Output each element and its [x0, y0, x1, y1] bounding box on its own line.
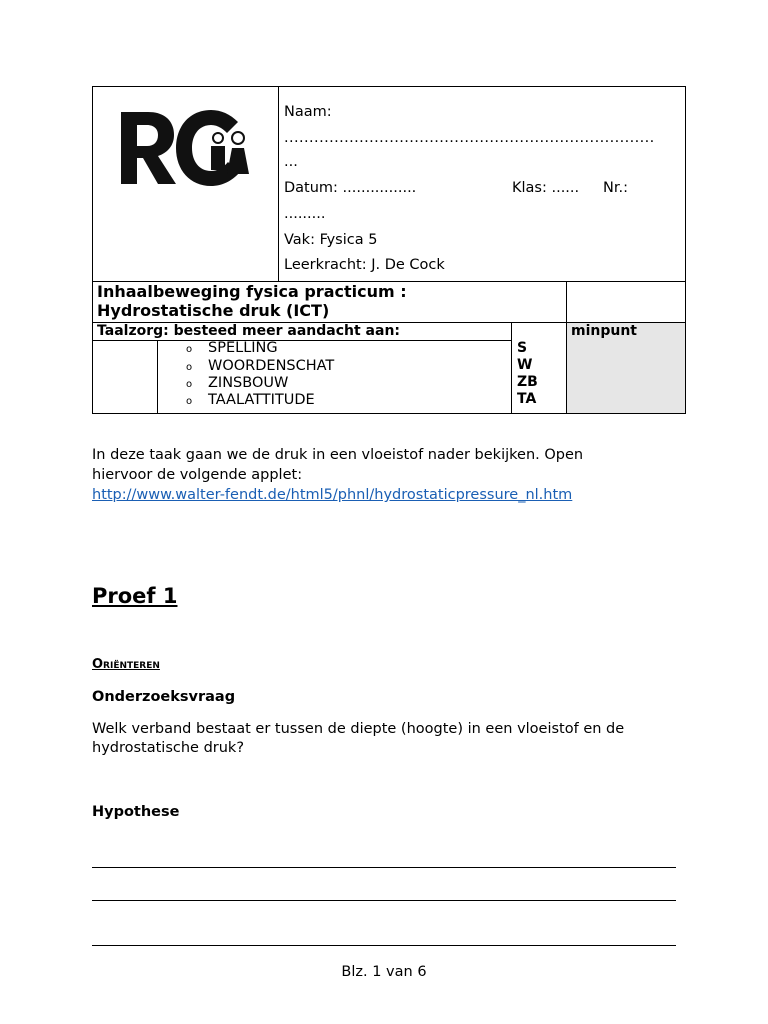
code-label: TA: [517, 391, 537, 407]
intro-line1: In deze taak gaan we de druk in een vloeistof nader bekijken. Open: [92, 447, 584, 463]
list-bullet: o: [186, 344, 193, 355]
intro-line2: hiervoor de volgende applet:: [92, 467, 303, 483]
answer-line[interactable]: [92, 945, 676, 946]
answer-line[interactable]: [92, 867, 676, 868]
research-question-label: Onderzoeksvraag: [92, 689, 236, 705]
section-subheading: Oriënteren: [92, 657, 160, 672]
school-logo: [118, 108, 253, 188]
assignment-title-line1: Inhaalbeweging fysica practicum :: [97, 282, 407, 301]
name-label: Naam:: [284, 104, 332, 120]
list-item: SPELLING: [208, 340, 278, 356]
hypothesis-label: Hypothese: [92, 804, 180, 820]
research-question-line1: Welk verband bestaat er tussen de diepte (hoogte) in een vloeistof en de: [92, 721, 625, 737]
list-item: TAALATTITUDE: [208, 392, 315, 408]
list-bullet: o: [186, 396, 193, 407]
list-item: WOORDENSCHAT: [208, 358, 335, 374]
code-label: W: [517, 357, 533, 373]
number-label: Nr.:: [603, 180, 628, 196]
research-question-line2: hydrostatische druk?: [92, 740, 245, 756]
subject-label: Vak: Fysica 5: [284, 232, 378, 248]
teacher-label: Leerkracht: J. De Cock: [284, 257, 445, 273]
minpoint-label: minpunt: [571, 323, 638, 339]
number-dots: .........: [284, 206, 326, 222]
answer-line[interactable]: [92, 900, 676, 901]
list-item: ZINSBOUW: [208, 375, 289, 391]
list-bullet: o: [186, 362, 193, 373]
language-care-heading: Taalzorg: besteed meer aandacht aan:: [97, 323, 401, 339]
section-title: Proef 1: [92, 584, 178, 608]
page-number: Blz. 1 van 6: [341, 964, 427, 980]
assignment-title-line2: Hydrostatische druk (ICT): [97, 301, 330, 320]
list-bullet: o: [186, 379, 193, 390]
class-label: Klas: ......: [512, 180, 580, 196]
code-label: S: [517, 340, 528, 356]
name-dots-continued: ...: [284, 154, 298, 170]
code-label: ZB: [517, 374, 538, 390]
name-dots: ..........................................................................: [284, 130, 655, 146]
applet-link[interactable]: http://www.walter-fendt.de/html5/phnl/hydrostaticpressure_nl.htm: [92, 487, 573, 503]
date-label: Datum: ................: [284, 180, 417, 196]
